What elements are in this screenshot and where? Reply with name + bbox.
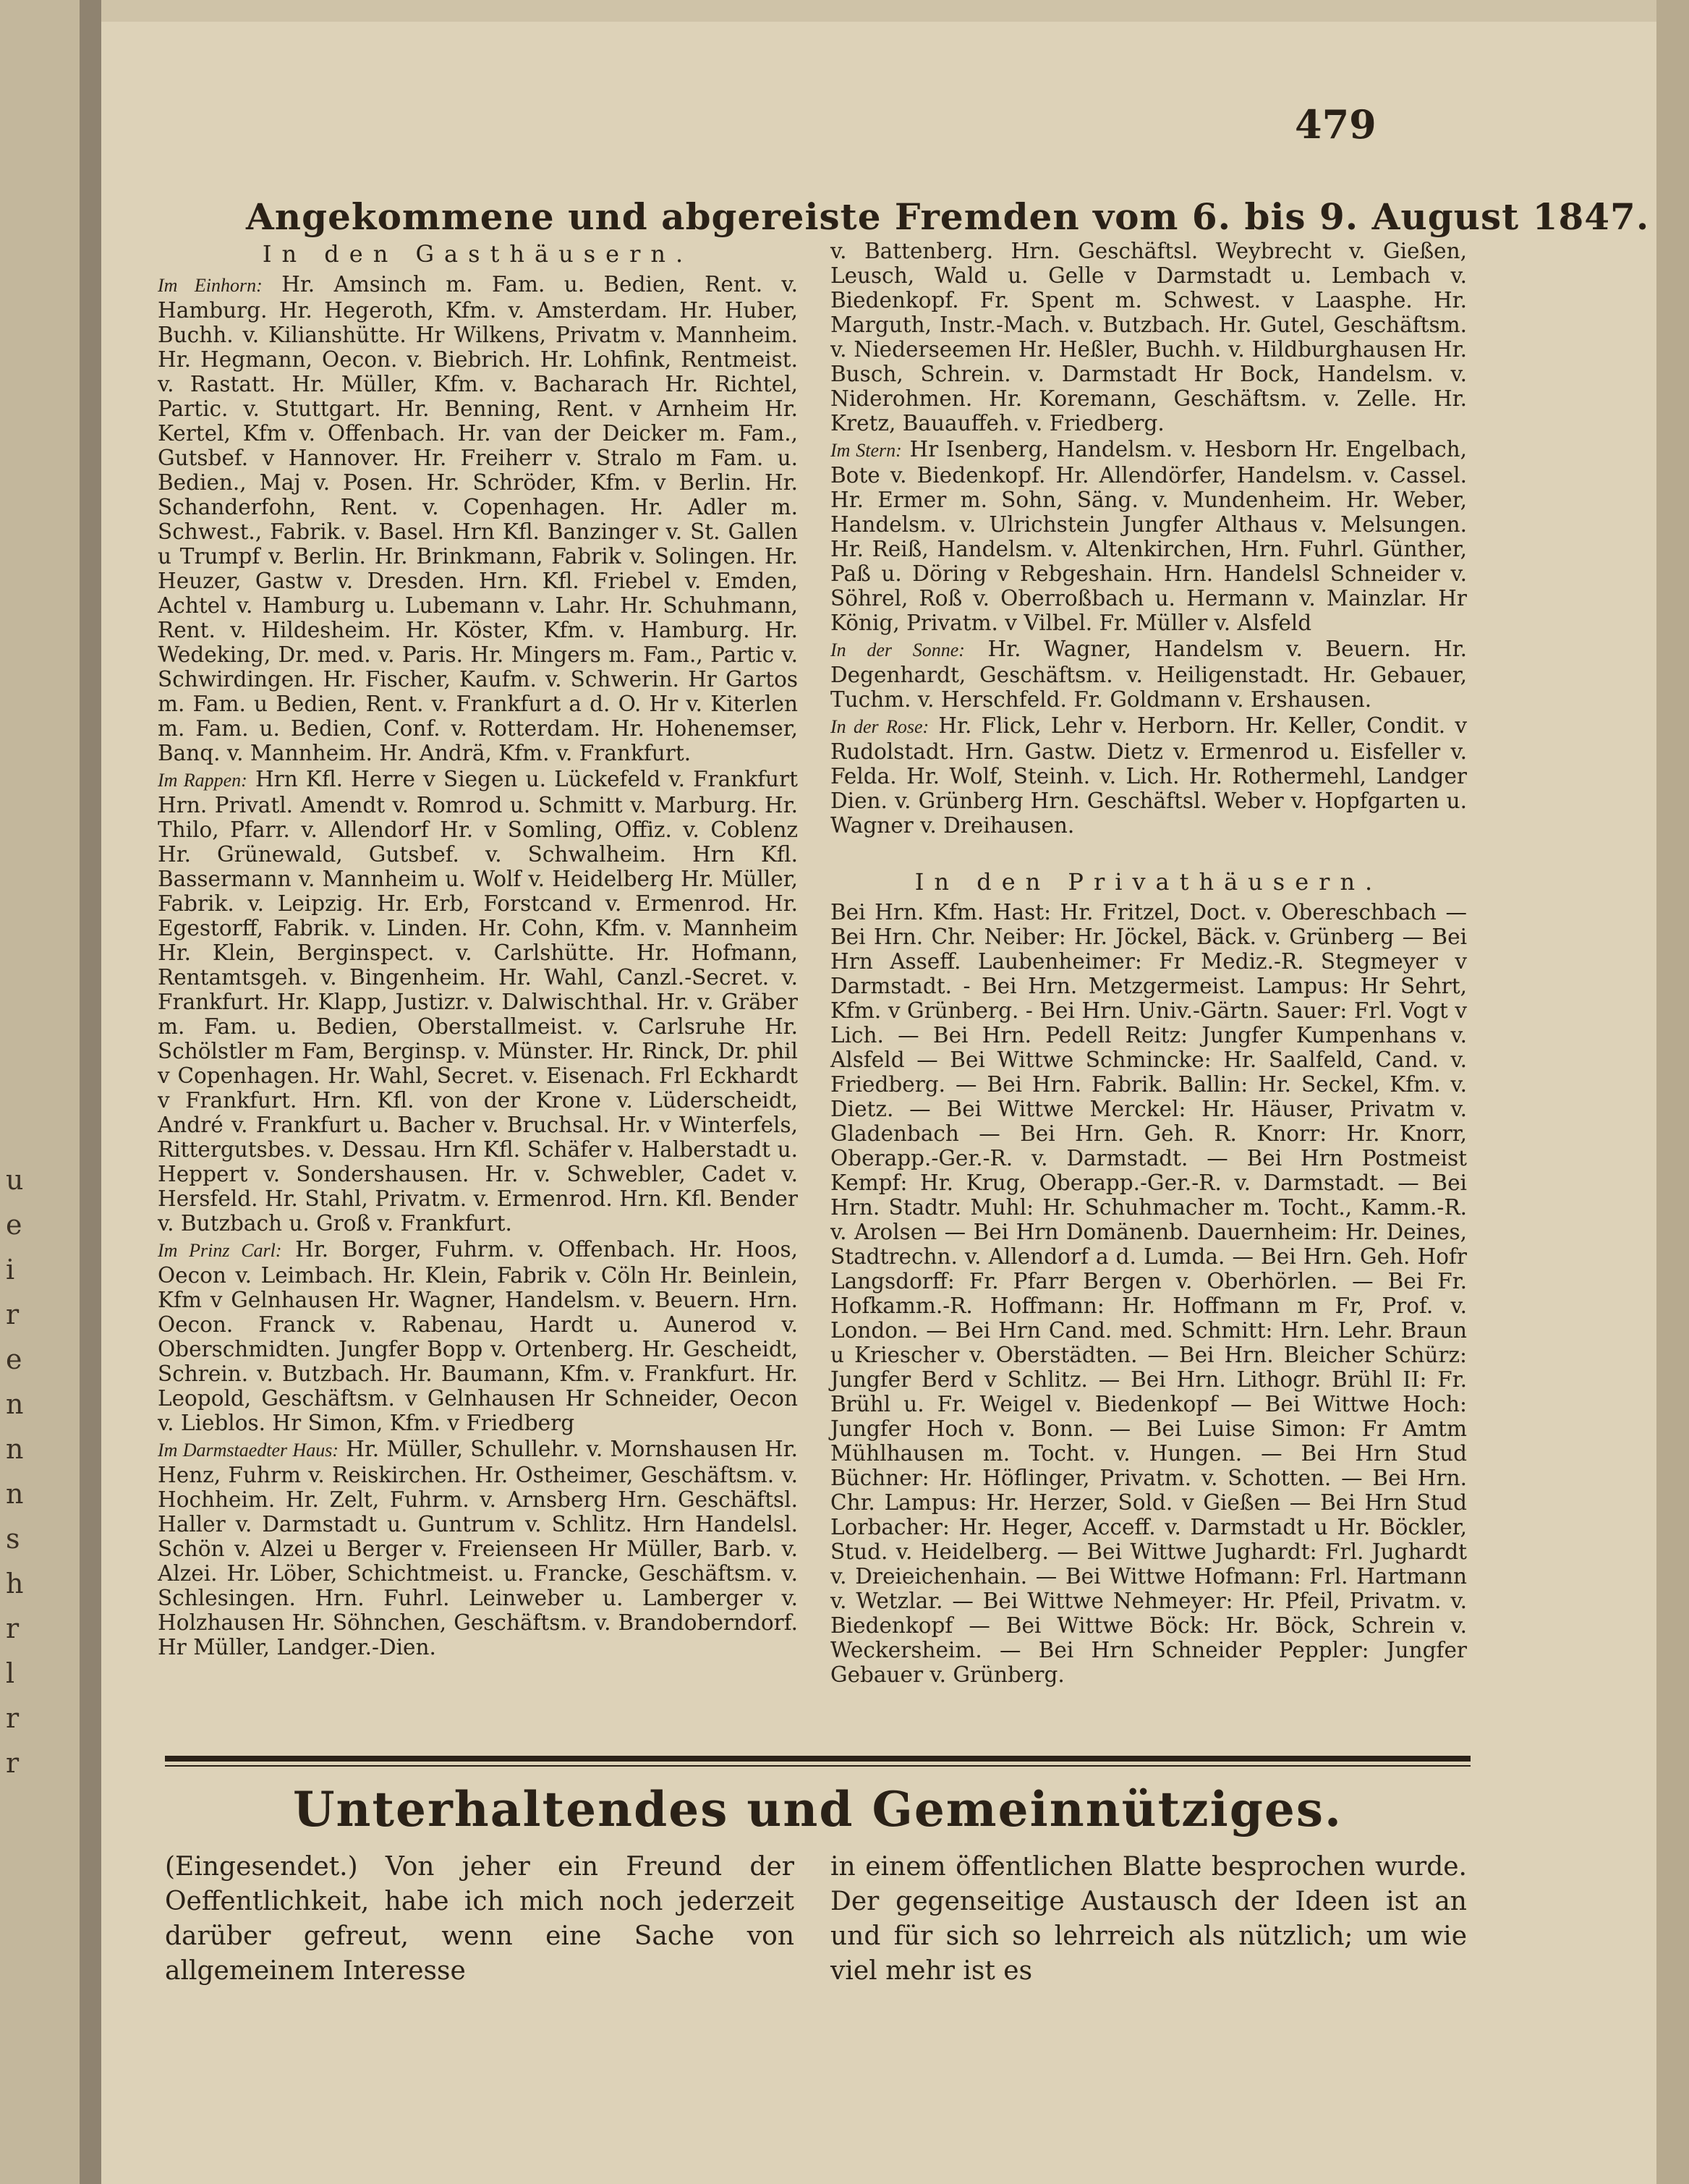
page-edge-right [1656, 0, 1689, 2184]
previous-page-letter: e [6, 1209, 22, 1241]
section-rule-thick [165, 1756, 1471, 1762]
entry-prinz-carl: Im Prinz Carl: Hr. Borger, Fuhrm. v. Offenbach. Hr. Hoos, Oecon v. Leimbach. Hr. Klein, Fabrik v. Cöln Hr. Beinlein, Kfm v Gelnhausen Hr. Wagner, Handelsm. v. Beuern. Hrn. Oecon. Franck v. Rabenau, Hardt u. Aunerod v. Oberschmidten. Jungfer Bopp v. Ortenberg. Hr. Gescheidt, Schrein. v. Butzbach. Hr. Baumann, Kfm. v. Frankfurt. Hr. Leopold, Geschäftsm. v Gelnhausen Hr Schneider, Oecon v. Lieblos. Hr Simon, Kfm. v Friedberg [158, 1237, 798, 1435]
previous-page-letter: n [6, 1433, 24, 1465]
previous-page-letter: s [6, 1523, 20, 1555]
previous-page-letter: r [6, 1612, 20, 1644]
previous-page-letter: n [6, 1478, 24, 1510]
entry-stern: Im Stern: Hr Isenberg, Handelsm. v. Hesborn Hr. Engelbach, Bote v. Biedenkopf. Hr. Allendörfer, Handelsm. v. Cassel. Hr. Ermer m. Sohn, Säng. v. Mundenheim. Hr. Weber, Handelsm. v. Ulrichstein Jungfer Althaus v. Melsungen. Hr. Reiß, Handelsm. v. Altenkirchen, Hrn. Fuhrl. Günther, Paß u. Döring v Rebgeshain. Hrn. Handelsl Schneider v. Söhrel, Roß v. Oberroßbach u. Hermann v. Mainzlar. Hr König, Privatm. v Vilbel. Fr. Müller v. Alsfeld [830, 437, 1467, 635]
previous-page-edge [0, 0, 80, 2184]
entry-rappen: Im Rappen: Hrn Kfl. Herre v Siegen u. Lückefeld v. Frankfurt Hrn. Privatl. Amendt v. Romrod u. Schmitt v. Marburg. Hr. Thilo, Pfarr. v. Allendorf Hr. v Somling, Offiz. v. Coblenz Hr. Grünewald, Gutsbef. v. Schwalheim. Hrn Kfl. Bassermann v. Mannheim u. Wolf v. Heidelberg Hr. Müller, Fabrik. v. Leipzig. Hr. Erb, Forstcand v. Ermenrod. Hr. Egestorff, Fabrik. v. Linden. Hr. Cohn, Kfm. v. Mannheim Hr. Klein, Berginspect. v. Carlshütte. Hr. Hofmann, Rentamtsgeh. v. Bingenheim. Hr. Wahl, Canzl.-Secret. v. Frankfurt. Hr. Klapp, Justizr. v. Dalwischthal. Hr. v. Gräber m. Fam. u. Bedien, Oberstallmeist. v. Carlsruhe Hr. Schölstler m Fam, Berginsp. v. Münster. Hr. Rinck, Dr. phil v Copenhagen. Hr. Wahl, Secret. v. Eisenach. Frl Eckhardt v Frankfurt. Hrn. Kfl. von der Krone v. Lüderscheidt, André v. Frankfurt u. Bacher v. Bruchsal. Hr. v Winterfels, Rittergutsbes. v. Dessau. Hrn Kfl. Schäfer v. Halberstadt u. Heppert v. Sondershausen. Hr. v. Schwebler, Cadet v. Hersfeld. Hr. Stahl, Privatm. v. Ermenrod. Hrn. Kfl. Bender v. Butzbach u. Groß v. Frankfurt. [158, 767, 798, 1236]
entry-continued: v. Battenberg. Hrn. Geschäftsl. Weybrecht v. Gießen, Leusch, Wald u. Gelle v Darmstadt u. Lembach v. Biedenkopf. Fr. Spent m. Schwest. v Laasphe. Hr. Marguth, Instr.-Mach. v. Butzbach. Hr. Gutel, Geschäftsm. v. Niederseemen Hr. Heßler, Buchh. v. Hildburghausen Hr. Busch, Schrein. v. Darmstadt Hr Bock, Handelsm. v. Niderohmen. Hr. Koremann, Geschäftsm. v. Zelle. Hr. Kretz, Bauauffeh. v. Friedberg. [830, 239, 1467, 435]
page-number: 479 [1295, 101, 1377, 148]
section-title-gasthaeuser: In den Gasthäusern. [262, 240, 694, 268]
article-text-left: (Eingesendet.) Von jeher ein Freund der Oeffentlichkeit, habe ich mich noch jederzeit darüber gefreut, wenn eine Sache von allgemeinem Interesse [165, 1852, 794, 1986]
entry-darmstaedter-haus: Im Darmstaedter Haus: Hr. Müller, Schullehr. v. Mornshausen Hr. Henz, Fuhrm v. Reiskirchen. Hr. Ostheimer, Geschäftsm. v. Hochheim. Hr. Zelt, Fuhrm. v. Arnsberg Hrn. Geschäftsl. Haller v. Darmstadt u. Guntrum v. Schlitz. Hrn Handelsl. Schön v. Alzei u Berger v. Freienseen Hr Müller, Barb. v. Alzei. Hr. Löber, Schichtmeist. u. Francke, Geschäftsm. v. Schlesingen. Hrn. Fuhrl. Leinweber u. Lamberger v. Holzhausen Hr. Söhnchen, Geschäftsm. v. Brandoberndorf. Hr Müller, Landger.-Dien. [158, 1437, 798, 1660]
previous-page-letter: r [6, 1702, 20, 1734]
book-gutter [80, 0, 101, 2184]
previous-page-letter: e [6, 1343, 22, 1375]
previous-page-letter: l [6, 1657, 15, 1689]
headline: Angekommene und abgereiste Fremden vom 6. bis 9. August 1847. [246, 195, 1650, 238]
previous-page-letter: r [6, 1299, 20, 1330]
entry-sonne: In der Sonne: Hr. Wagner, Handelsm v. Beuern. Hr. Degenhardt, Geschäftsm. v. Heiligenstadt. Hr. Gebauer, Tuchm. v. Herschfeld. Fr. Goldmann v. Ershausen. [830, 637, 1467, 712]
previous-page-letter: h [6, 1568, 24, 1599]
section-rule-thin [165, 1765, 1471, 1767]
entry-einhorn: Im Einhorn: Hr. Amsinch m. Fam. u. Bedien, Rent. v. Hamburg. Hr. Hegeroth, Kfm. v. Amsterdam. Hr. Huber, Buchh. v. Kilianshütte. Hr Wilkens, Privatm v. Mannheim. Hr. Hegmann, Oecon. v. Biebrich. Hr. Lohfink, Rentmeist. v. Rastatt. Hr. Müller, Kfm. v. Bacharach Hr. Richtel, Partic. v. Stuttgart. Hr. Benning, Rent. v Arnheim Hr. Kertel, Kfm v. Offenbach. Hr. van der Deicker m. Fam., Gutsbef. v Hannover. Hr. Freiherr v. Stralo m Fam. u. Bedien., Maj v. Posen. Hr. Schröder, Kfm. v Berlin. Hr. Schanderfohn, Rent. v. Copenhagen. Hr. Adler m. Schwest., Fabrik. v. Basel. Hrn Kfl. Banzinger v. St. Gallen u Trumpf v. Berlin. Hr. Brinkmann, Fabrik v. Solingen. Hr. Heuzer, Gastw v. Dresden. Hrn. Kfl. Friebel v. Emden, Achtel v. Hamburg u. Lubemann v. Lahr. Hr. Schuhmann, Rent. v. Hildesheim. Hr. Köster, Kfm. v. Hamburg. Hr. Wedeking, Dr. med. v. Paris. Hr. Mingers m. Fam., Partic v. Schwirdingen. Hr. Fischer, Kaufm. v. Schwerin. Hr Gartos m. Fam. u Bedien, Rent. v. Frankfurt a d. O. Hr v. Kiterlen m. Fam. u. Bedien, Conf. v. Rotterdam. Hr. Hohenemser, Banq. v. Mannheim. Hr. Andrä, Kfm. v. Frankfurt. [158, 272, 798, 765]
section-title-privathaeuser: In den Privathäusern. [914, 868, 1383, 896]
left-column [158, 239, 798, 1661]
previous-page-letter: i [6, 1254, 15, 1286]
private-houses-text: Bei Hrn. Kfm. Hast: Hr. Fritzel, Doct. v. Obereschbach — Bei Hrn. Chr. Neiber: Hr. Jöckel, Bäck. v. Grünberg — Bei Hrn Asseff. Laubenheimer: Fr Mediz.-R. Stegmeyer v Darmstadt. - Bei Hrn. Metzgermeist. Lampus: Hr Sehrt, Kfm. v Grünberg. - Bei Hrn. Univ.-Gärtn. Sauer: Frl. Vogt v Lich. — Bei Hrn. Pedell Reitz: Jungfer Kumpenhans v. Alsfeld — Bei Wittwe Schmincke: Hr. Saalfeld, Cand. v. Friedberg. — Bei Hrn. Fabrik. Ballin: Hr. Seckel, Kfm. v. Dietz. — Bei Wittwe Merckel: Hr. Häuser, Privatm v. Gladenbach — Bei Hrn. Geh. R. Knorr: Hr. Knorr, Oberapp.-Ger.-R. v. Darmstadt. — Bei Hrn Postmeist Kempf: Hr. Krug, Oberapp.-Ger.-R. v. Darmstadt. — Bei Hrn. Stadtr. Muhl: Hr. Schuhmacher m. Tocht., Kamm.-R. v. Arolsen — Bei Hrn Domänenb. Dauernheim: Hr. Deines, Stadtrechn. v. Allendorf a d. Lumda. — Bei Hrn. Geh. Hofr Langsdorff: Fr. Pfarr Bergen v. Oberhörlen. — Bei Fr. Hofkamm.-R. Hoffmann: Hr. Hoffmann m Fr, Prof. v. London. — Bei Hrn Cand. med. Schmitt: Hrn. Lehr. Braun u Kriescher v. Oberstädten. — Bei Hrn. Bleicher Schürz: Jungfer Berd v Schlitz. — Bei Hrn. Lithogr. Brühl II: Fr. Brühl u. Fr. Weigel v. Biedenkopf — Bei Wittwe Hoch: Jungfer Hoch v. Bonn. — Bei Luise Simon: Fr Amtm Mühlhausen m. Tocht. v. Hungen. — Bei Hrn Stud Büchner: Hr. Höflinger, Privatm. v. Schotten. — Bei Hrn. Chr. Lampus: Hr. Herzer, Sold. v Gießen — Bei Hrn Stud Lorbacher: Hr. Heger, Acceff. v. Darmstadt u Hr. Böckler, Stud. v. Heidelberg. — Bei Wittwe Jughardt: Frl. Jughardt v. Dreieichenhain. — Bei Wittwe Hofmann: Frl. Hartmann v. Wetzlar. — Bei Wittwe Nehmeyer: Hr. Pfeil, Privatm. v. Biedenkopf — Bei Wittwe Böck: Hr. Böck, Schrein v. Weckersheim. — Bei Hrn Schneider Peppler: Jungfer Gebauer v. Grünberg. [830, 900, 1467, 1687]
right-column [830, 239, 1467, 1688]
previous-page-letter: n [6, 1388, 24, 1420]
previous-page-letters [6, 1157, 49, 1785]
section-title-unterhaltendes: Unterhaltendes und Gemeinnütziges. [293, 1781, 1343, 1837]
previous-page-letter: r [6, 1747, 20, 1779]
entry-rose: In der Rose: Hr. Flick, Lehr v. Herborn. Hr. Keller, Condit. v Rudolstadt. Hrn. Gastw. Dietz v. Ermenrod u. Eisfeller v. Felda. Hr. Wolf, Steinh. v. Lich. Hr. Rothermehl, Landger Dien. v. Grünberg Hrn. Geschäftsl. Weber v. Hopfgarten u. Wagner v. Dreihausen. [830, 713, 1467, 838]
previous-page-letter: u [6, 1164, 24, 1196]
article-text-right: in einem öffentlichen Blatte besprochen wurde. Der gegenseitige Austausch der Ideen ist an und für sich so lehrreich als nützlich; um wie viel mehr ist es [830, 1852, 1467, 1986]
